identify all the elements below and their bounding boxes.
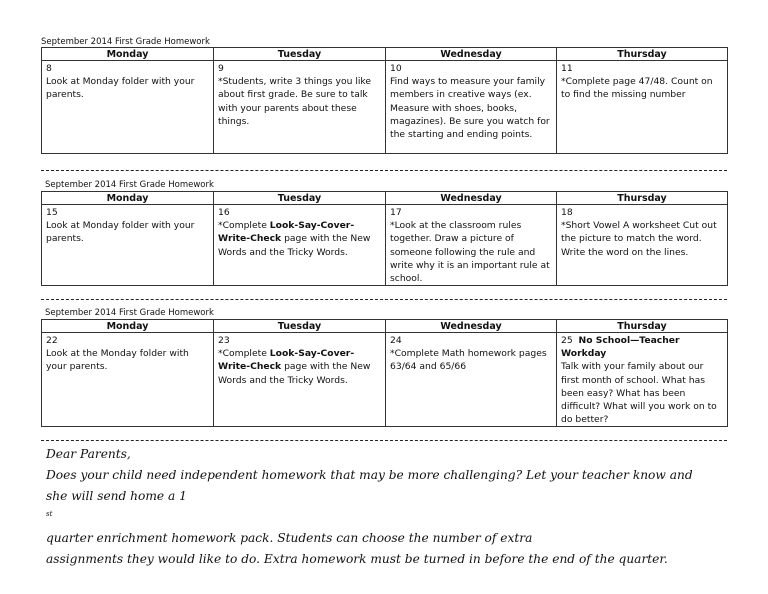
header-monday: Monday xyxy=(42,192,214,205)
cell-text: Look at Monday folder with your parents. xyxy=(46,220,195,245)
ordinal-suffix: st xyxy=(46,509,53,518)
cell-text: Find ways to measure your family members in creative ways (ex. Measure with shoes, books, magazines). Be sure you watch for the starting and ending points. xyxy=(390,76,550,141)
cell-thursday xyxy=(557,61,728,154)
table-header-row xyxy=(42,192,728,205)
cell-text-bold: Look-Say-Cover-Write-Check xyxy=(218,348,355,373)
parent-letter xyxy=(46,444,726,570)
cell-text: *Look at the classroom rules together. Draw a picture of someone following the rule and write why it is an important rule at school. xyxy=(390,220,550,285)
cell-text: *Short Vowel A worksheet Cut out the picture to match the word. Write the word on the lines. xyxy=(561,220,717,258)
cell-wednesday xyxy=(386,205,557,286)
week-title: September 2014 First Grade Homework xyxy=(45,308,214,318)
table-header-row xyxy=(42,320,728,333)
letter-line: Does your child need independent homework that may be more challenging? Let your teacher know and xyxy=(46,468,693,482)
header-tuesday: Tuesday xyxy=(214,48,386,61)
day-number: 10 xyxy=(390,63,402,74)
day-number: 18 xyxy=(561,207,573,218)
table-header-row xyxy=(42,48,728,61)
day-number: 23 xyxy=(218,335,230,346)
header-wednesday: Wednesday xyxy=(386,48,557,61)
header-thursday: Thursday xyxy=(557,320,728,333)
letter-line-post: quarter enrichment homework pack. Students can choose the number of extra xyxy=(46,531,533,545)
day-number: 15 xyxy=(46,207,58,218)
day-number: 16 xyxy=(218,207,230,218)
header-monday: Monday xyxy=(42,48,214,61)
day-number: 8 xyxy=(46,63,52,74)
header-thursday: Thursday xyxy=(557,48,728,61)
homework-table xyxy=(41,319,728,427)
day-number: 25 xyxy=(561,335,573,346)
cell-text: Talk with your family about our first month of school. What has been easy? What has been difficult? What will you work on to do better? xyxy=(561,361,717,426)
cell-text: Look at Monday folder with your parents. xyxy=(46,76,195,101)
header-monday: Monday xyxy=(42,320,214,333)
cell-wednesday xyxy=(386,333,557,427)
cell-text-pre: *Complete xyxy=(218,220,270,232)
day-number: 17 xyxy=(390,207,402,218)
cut-line-divider xyxy=(41,170,727,171)
cell-heading: No School—Teacher Workday xyxy=(561,335,680,360)
homework-table xyxy=(41,47,728,154)
letter-greeting: Dear Parents, xyxy=(46,447,131,461)
cell-tuesday xyxy=(214,205,386,286)
cell-monday xyxy=(42,205,214,286)
cell-thursday xyxy=(557,333,728,427)
header-wednesday: Wednesday xyxy=(386,320,557,333)
day-number: 9 xyxy=(218,63,224,74)
cell-thursday xyxy=(557,205,728,286)
letter-line xyxy=(46,486,726,549)
table-row xyxy=(42,205,728,286)
day-number: 24 xyxy=(390,335,402,346)
cell-text: *Complete page 47/48. Count on to find the missing number xyxy=(561,76,713,101)
letter-line-pre: she will send home a 1 xyxy=(46,489,187,503)
day-number: 22 xyxy=(46,335,58,346)
cut-line-divider xyxy=(41,299,727,300)
header-tuesday: Tuesday xyxy=(214,320,386,333)
cell-text-post: page with the New Words and the Tricky Words. xyxy=(218,233,371,258)
header-thursday: Thursday xyxy=(557,192,728,205)
cell-text: *Students, write 3 things you like about first grade. Be sure to talk with your parents about these things. xyxy=(218,76,372,127)
cut-line-divider xyxy=(41,440,727,441)
cell-text: *Complete Math homework pages 63/64 and 65/66 xyxy=(390,348,547,373)
cell-text: Look at the Monday folder with your parents. xyxy=(46,348,189,373)
letter-line: assignments they would like to do. Extra homework must be turned in before the end of the quarter. xyxy=(46,552,668,566)
cell-monday xyxy=(42,333,214,427)
cell-tuesday xyxy=(214,333,386,427)
header-wednesday: Wednesday xyxy=(386,192,557,205)
cell-monday xyxy=(42,61,214,154)
cell-wednesday xyxy=(386,61,557,154)
week-title: September 2014 First Grade Homework xyxy=(41,37,210,47)
cell-tuesday xyxy=(214,61,386,154)
homework-table xyxy=(41,191,728,286)
day-number: 11 xyxy=(561,63,573,74)
table-row xyxy=(42,61,728,154)
cell-text-post: page with the New Words and the Tricky Words. xyxy=(218,361,371,386)
header-tuesday: Tuesday xyxy=(214,192,386,205)
table-row xyxy=(42,333,728,427)
cell-text-bold: Look-Say-Cover-Write-Check xyxy=(218,220,355,245)
cell-text-pre: *Complete xyxy=(218,348,270,360)
week-title: September 2014 First Grade Homework xyxy=(45,180,214,190)
